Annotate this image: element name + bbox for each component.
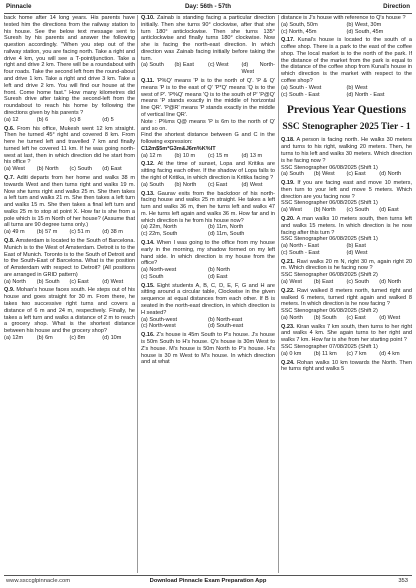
question-number: Q.13. [141, 190, 155, 197]
option-d: (d) 13 m [241, 152, 263, 159]
option-d: (d) South-east [208, 323, 244, 330]
options [4, 279, 135, 286]
column-1 [4, 15, 135, 573]
option-b: (b) West [313, 171, 335, 178]
option-c: (c) 15 m [208, 152, 229, 159]
question-number: Q.22. [281, 287, 295, 294]
option-d: (d) 38 m [102, 229, 123, 236]
question-source: SSC Stenographer 06/08/2025 (Shift 2) [281, 308, 378, 315]
options [281, 279, 412, 286]
option-b: (b) 6 [36, 116, 49, 123]
question-source: SSC Stenographer 06/08/2025 (Shift 2) [281, 272, 378, 279]
question-text: From his office, Mukesh went 12 km straight. Then he turned 45° right and covered 8 km. From here he turned left and travelled 7 km and finally turned left he covered 11 km. If he was going north-west at last, then in which direction did he start from his office ? [4, 125, 135, 166]
options [141, 153, 275, 160]
option-a: (a) 12 m [141, 152, 162, 159]
option-a: (a) 49 m [4, 229, 25, 236]
option-b: (b) East [174, 62, 194, 69]
option-d: (d) North - East [346, 91, 385, 98]
option-c: (c) West [208, 62, 229, 69]
question-expression: C12m$5m*G3m&J6m%K%IT [141, 145, 216, 152]
options [141, 62, 275, 76]
option-c: (c) South - East [281, 249, 320, 256]
option-d: (d) South, 45m [346, 28, 384, 35]
options [281, 171, 412, 178]
option-b: (b) 57 m [36, 229, 58, 236]
question-number: Q.12. [141, 161, 155, 168]
question-9 [4, 287, 135, 341]
option-a: (a) 12m [4, 334, 24, 341]
option-b: (b) South [313, 314, 337, 321]
question-number: Q.24. [281, 359, 295, 366]
option-b: (b) North-east [208, 316, 243, 323]
option-a: (a) North-west [141, 267, 177, 274]
question-text: Rohan walks 10 km towards the North. Then he turns right and walks 5 [281, 359, 412, 373]
option-a: (a) West [4, 166, 25, 173]
options [141, 317, 275, 324]
footer-app-promo: Download Pinnacle Exam Preparation App [149, 578, 267, 584]
question-number: Q.14. [141, 240, 155, 246]
question-number: Q.15. [141, 282, 155, 289]
question-source: SSC Stenographer 06/08/2025 (Shift 1) [281, 236, 378, 243]
option-a: (a) North [281, 314, 303, 321]
options [4, 166, 135, 173]
question-text: When I was going to the office from my house early in the morning, my shadow formed on my left hand side. In which direction is my house from the office? [141, 240, 275, 267]
question-text: A person is facing north. He walks 30 meters and turns to his right, walking 20 meters. Then, he turns to his left and walks 30 meters. Which direction is he facing now ? [281, 137, 412, 164]
option-a: (a) South [281, 171, 304, 178]
question-14 [141, 240, 275, 281]
page-header [0, 0, 416, 14]
question-number: Q.6. [4, 125, 15, 132]
section-subheading: SSC Stenographer 2025 Tier - 1 [282, 122, 411, 133]
question-number: Q.11. [141, 78, 155, 85]
column-2 [141, 15, 275, 573]
question-text: Eight students A, B, C, D, E, F, G and H are sitting around a circular table, Clockwise in the given sequence at equal distances from each other. If B is seated in the north-east direction, in which direction is H seated? [141, 282, 275, 316]
option-b: (b) South [36, 278, 60, 285]
option-d: (d) West [102, 278, 124, 285]
question-text: A man walks 10 meters south, then turns left and walks 15 meters. In which direction is he now facing after this turn ? [281, 215, 412, 236]
question-number: Q.18. [281, 137, 295, 144]
options [281, 207, 412, 214]
option-c: (c) East [69, 278, 89, 285]
option-c: (c) 8 [69, 116, 81, 123]
option-d: (d) North [379, 279, 402, 285]
option-c: (c) 22m, South [141, 231, 178, 238]
options [4, 335, 135, 342]
option-d: (d) 5 [102, 116, 114, 123]
option-a: (a) South, 50m [281, 21, 318, 28]
question-find: Find the shortest distance between G and C in the following expression: [141, 132, 275, 146]
question-text: back home after 14 long years. His parents have tested him the directions from the railway station to his house. See the below text message sent to Suresh by his parents and answer the following question accordingly. "When you step out of the railway station, you are facing north. Take a right and drive 4 km, you will see a T-point/junction. Take a right and drive 2 km. There will be a roundabout with four roads. Take the second left from the round-about and drive 1 km. Take a right and drive 3 km. Take a left and drive 2 km. You will find our house at the front. Come home fast." How many kilometres did Suresh drive after taking the second-left from the roundabout to reach his home by following the directions given by his parents ? [4, 15, 135, 116]
option-b: (b) North [174, 181, 197, 188]
question-note: Note : P%ms Q@ means 'P is 6m to the north of Q' and so on. [141, 118, 275, 132]
option-a: (a) 0 km [281, 350, 302, 357]
question-text: Amsterdam is located to the South of Barcelona. Munich is to the West of Amsterdam. Detroit is to the East of Munich. Toronto is to the South of Detroit and to the South-East of Barcelona. What is the position of Amsterdam with respect to Detroit? (All positions are arranged in GRID pattern) [4, 238, 135, 278]
option-c: (c) South [141, 273, 164, 280]
question-number: Q.9. [4, 287, 15, 294]
option-b: (b) North [313, 207, 336, 214]
question-number: Q.19. [281, 180, 295, 187]
option-d: (d) 11m, South [208, 231, 245, 238]
question-number: Q.10. [141, 15, 155, 21]
question-number: Q.23. [281, 323, 295, 330]
options [141, 182, 275, 189]
header-day: Day: 56th - 57th [184, 3, 232, 10]
option-c: (c) South [346, 207, 370, 214]
question-19 [281, 180, 412, 214]
options [281, 315, 412, 322]
column-3 [281, 15, 412, 573]
option-a: (a) South-west [141, 316, 178, 323]
question-13 [141, 191, 275, 238]
question-6 [4, 126, 135, 173]
options [281, 22, 412, 29]
question-10 [141, 15, 275, 76]
option-a: (a) North - East [281, 243, 319, 250]
option-c: (c) North, 45m [281, 28, 317, 35]
question-16-continued [281, 15, 412, 35]
option-b: (b) 11 km [313, 350, 337, 357]
question-15 [141, 283, 275, 330]
option-c: (c) East [346, 171, 366, 178]
option-c: (c) South - East [281, 91, 320, 98]
footer-website-link[interactable]: www.ssccglpinnacle.com [6, 578, 71, 584]
question-text: distance is J's house with reference to Q's house ? [281, 15, 406, 21]
question-text: Kunal's house is located to the south of a coffee shop. There is a park to the east of the coffee shop. The local market is to the north of the park. If the distance of the market from the park is equal to the distance of the coffee shop from Kunal's house in which direction is the market with respect to the coffee shop? [281, 37, 412, 85]
question-text: Kiran walks 7 km south, then turns to her right and walks 4 km. She again turns to her right and walks 7 km. How far is she from her starting point ? [281, 323, 412, 344]
question-number: Q.21. [281, 258, 295, 265]
option-b: (b) East [346, 243, 366, 250]
option-d: (d) West [346, 249, 368, 256]
question-23 [281, 324, 412, 358]
option-b: (b) 10 m [174, 152, 196, 159]
question-8 [4, 238, 135, 285]
question-number: Q.20. [281, 215, 295, 222]
question-text: Ravi walked 8 meters north, turned right and walked 6 meters, turned right again and walked 8 meters. In which direction is he now facing ? [281, 287, 412, 308]
option-a: (a) South [141, 62, 164, 69]
option-d: (d) North-West [241, 62, 275, 76]
option-d: (d) West [241, 181, 263, 188]
question-text: Ravi walks 20 m N, right 30 m, again right 20 m. Which direction is he facing now ? [281, 258, 412, 272]
question-7 [4, 175, 135, 236]
option-a: (a) South - West [281, 84, 322, 91]
option-b: (b) North [36, 166, 59, 173]
option-b: (b) East [313, 279, 334, 285]
question-22 [281, 288, 412, 322]
column-divider-1 [137, 15, 138, 573]
question-text: At the time of sunset, Lopa and Kritika are sitting facing each other. If the shadow of Lopa falls to the right of Kritika, in which direction is Kritika facing ? [141, 161, 275, 181]
question-text: Zainab is standing facing a particular direction initially. Then she turns 90° clockwise, after that she turn 180° anticlockwise. Then she turns 135° anticlockwise and finally turns 180° clockwise. Now she is facing the north-east direction. In which direction was Zainab facing initially before taking the turn. [141, 15, 275, 62]
page-footer [0, 575, 416, 588]
options [4, 229, 135, 236]
option-d: (d) North [379, 171, 402, 178]
column-divider-2 [278, 15, 279, 573]
option-c: (c) South [69, 166, 93, 173]
question-text: Gaurav exits from the backdoor of his north-facing house and walks 25 m straight. He takes a left turn and walks 36 m, then he turns left and walks 47 m. He turns left again and walks 36 m. How far and in which direction is he from his house now? [141, 190, 275, 224]
option-d: (d) West [379, 314, 401, 321]
option-a: (a) 12 [4, 116, 19, 123]
options [141, 267, 275, 274]
option-b: (b) West [346, 84, 368, 91]
option-c: (c) 51 m [69, 229, 90, 236]
header-brand: Pinnacle [6, 3, 32, 10]
option-d: (d) East [208, 273, 228, 280]
question-11 [141, 78, 275, 159]
section-heading: Previous Year Questions [286, 104, 407, 117]
question-number: Q.16. [141, 332, 155, 339]
question-12 [141, 161, 275, 188]
question-18 [281, 137, 412, 178]
option-a: (a) West [281, 279, 302, 285]
options [141, 323, 275, 330]
option-a: (a) North [4, 278, 26, 285]
option-c: (c) 8m [69, 334, 86, 341]
option-b: (b) 6m [36, 334, 53, 341]
option-b: (b) West, 30m [346, 21, 382, 28]
header-rule [4, 13, 412, 14]
header-topic: Direction [383, 3, 410, 10]
question-17 [281, 37, 412, 98]
option-d: (d) East [379, 207, 399, 214]
question-number: Q.8. [4, 238, 15, 244]
option-a: (a) West [281, 207, 302, 214]
question-text: Mohan's house faces south. He steps out of his house and goes straight for 30 m. From there, he takes two successive right turns and covers a distance of 6 m and 24 m, respectively. Finally, he takes a left turn and walks a distance of 2 m to reach a grocery shop. What is the shortest distance between his house and the grocery shop? [4, 287, 135, 335]
option-a: (a) 22m, North [141, 224, 177, 231]
question-24 [281, 360, 412, 374]
question-source: SSC Stenographer 06/08/2025 (Shift 1) [281, 164, 378, 171]
option-d: (d) East [102, 166, 122, 173]
option-d: (d) 10m [102, 334, 122, 341]
options [281, 351, 412, 358]
options [141, 274, 275, 281]
options [281, 85, 412, 92]
question-20 [281, 216, 412, 257]
options [4, 117, 135, 124]
question-text: Z's house is 45m South to P's house. J's house is 50m South to H's house. Q's house is 30m West to Z's house. M's house is 50m North to P's house. H's house is 30 m West to M's house. In which direction and at what [141, 332, 275, 366]
question-16 [141, 332, 275, 366]
question-5-continued [4, 15, 135, 124]
question-text: If you are facing east and move 10 meters, then turn to your left and move 5 meters. Which direction are you facing now ? [281, 180, 412, 200]
question-source: SSC Stenographer 06/08/2025 (Shift 1) [281, 200, 378, 207]
options [141, 224, 275, 231]
option-c: (c) South [346, 279, 370, 285]
options [141, 231, 275, 238]
question-text: Aditi departs from her home and walks 38 m towards West and then turns right and walks 19 m. Now she turns right and walks 25 m. She then takes a left turn and walks 21 m. She then takes a left turn and walks 15 m. She then takes a final left turn and walks 25 m to stop at point X. How far is she from a pole which is 15 m North of her house? (Assume that all turns are 90 degree turns only.) [4, 174, 135, 229]
option-c: (c) East [346, 314, 366, 321]
option-c: (c) North-west [141, 323, 176, 330]
options [281, 92, 412, 99]
option-a: (a) South [141, 181, 164, 188]
option-d: (d) 4 km [379, 350, 400, 357]
options [281, 243, 412, 250]
question-text: 'P%Q' means 'P is to the north of Q'. 'P & Q' means 'P is to the east of Q' 'P*Q' means 'Q is to the west of P'. 'P%Q' means 'Q is to the south of P' 'P@Q' means 'P stands exactly in the middle of horizontal line QR'. 'P@R' means 'P stands exactly in the middle of vertical line QR'. [141, 78, 275, 118]
option-b: (b) 11m, North [208, 224, 244, 231]
question-number: Q.17. [281, 37, 295, 44]
option-b: (b) North [208, 267, 230, 274]
options [281, 29, 412, 36]
option-c: (c) East [208, 181, 228, 188]
options [281, 250, 412, 257]
question-21 [281, 259, 412, 286]
page-number: 353 [398, 578, 408, 584]
option-c: (c) 7 km [346, 350, 367, 357]
question-source: SSC Stenographer 07/08/2025 (Shift 1) [281, 344, 378, 351]
question-number: Q.7. [4, 174, 15, 181]
